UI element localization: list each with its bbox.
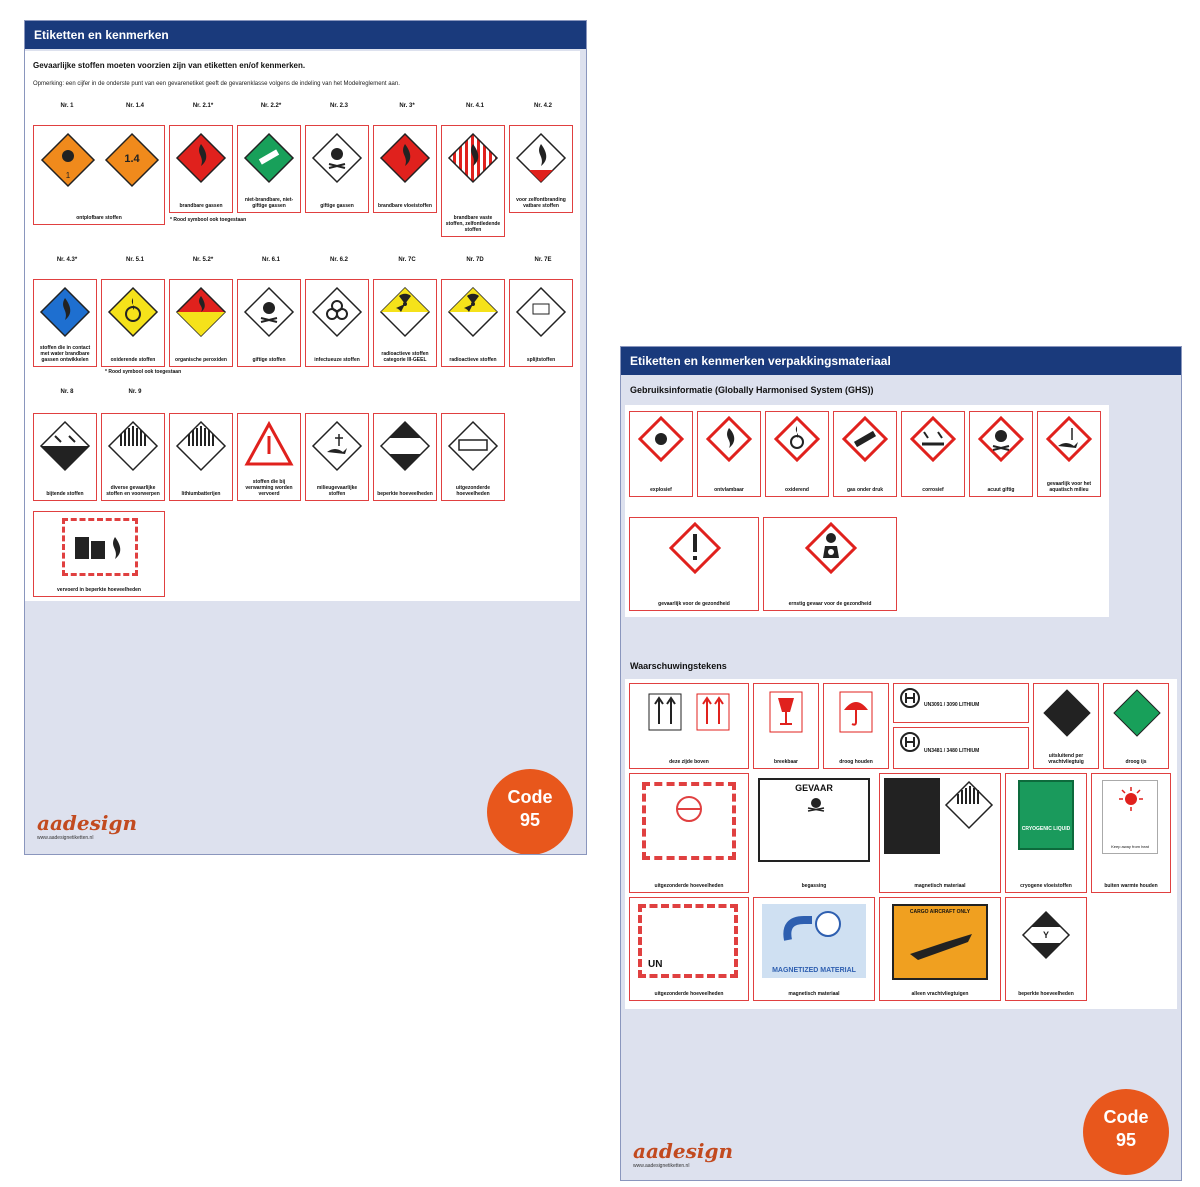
class9-diamond-icon — [944, 780, 994, 830]
cryogenic-liquid-label: CRYOGENIC LIQUID — [1018, 780, 1074, 850]
code-badge — [487, 769, 573, 855]
card-caption: brandbare vloeistoffen — [378, 203, 432, 209]
gevaar-text: GEVAAR — [795, 783, 833, 793]
card-caption: alleen vrachtvliegtuigen — [911, 991, 969, 997]
warning-card — [1033, 683, 1099, 769]
row1-label: Nr. 2.3 — [329, 103, 348, 109]
card-caption: lithiumbatterijen — [181, 491, 221, 497]
warning-card — [893, 683, 1029, 723]
warning-card — [823, 683, 889, 769]
elevated-temperature-triangle-icon — [243, 420, 295, 472]
svg-text:Y: Y — [1042, 930, 1050, 940]
logo-wordmark: aadesign — [633, 1139, 734, 1163]
right-page-title: Etiketten en kenmerken verpakkingsmateriaal — [621, 347, 1181, 375]
card-caption: corrosief — [922, 487, 944, 493]
keep-away-heat-label — [1102, 780, 1158, 854]
logo-url: www.aadesignetiketten.nl — [37, 835, 94, 841]
hazard-label-card — [441, 125, 505, 237]
code-badge — [1083, 1089, 1169, 1175]
ghs-explosive-icon — [638, 416, 684, 462]
row2-label: Nr. 5.1 — [125, 257, 144, 263]
hazard-label-card — [169, 279, 233, 367]
ghs-flame-icon — [706, 416, 752, 462]
card-caption: radioactieve stoffen categorie III-GEEL — [381, 351, 429, 363]
card-caption: magnetisch materiaal — [914, 883, 966, 889]
un-text: UN — [648, 959, 663, 970]
lithium-battery-diamond-icon — [175, 420, 227, 472]
hazard-label-card — [441, 279, 505, 367]
ghs-card — [969, 411, 1033, 497]
organic-peroxide-diamond-icon — [175, 286, 227, 338]
toxic-diamond-icon — [243, 286, 295, 338]
row3-label: Nr. 9 — [128, 389, 142, 395]
card-caption: UN3481 / 3480 LITHIUM — [924, 748, 980, 754]
card-caption: droog houden — [839, 759, 873, 765]
code-badge-line1: Code — [1103, 1107, 1149, 1127]
hazard-label-card — [169, 413, 233, 501]
card-caption: explosief — [650, 487, 672, 493]
card-caption: infectueuze stoffen — [314, 357, 360, 363]
misc-dangerous-diamond-icon — [107, 420, 159, 472]
cao-text: CARGO AIRCRAFT ONLY — [909, 909, 971, 915]
row1-label: Nr. 1 — [60, 103, 74, 109]
hazard-label-card — [373, 413, 437, 501]
card-caption: radioactieve stoffen — [449, 357, 497, 363]
warning-card — [753, 897, 875, 1001]
ghs-card — [833, 411, 897, 497]
card-caption: oxiderend — [785, 487, 809, 493]
row2-label: Nr. 6.2 — [329, 257, 348, 263]
hazard-label-card — [373, 279, 437, 367]
card-caption: niet-brandbare, niet-giftige gassen — [244, 197, 294, 209]
card-caption: beperkte hoeveelheden — [377, 491, 433, 497]
warning-card — [1005, 773, 1087, 893]
card-caption: droog ijs — [1125, 759, 1147, 765]
warning-card — [753, 773, 875, 893]
hazard-label-card — [305, 413, 369, 501]
hazard-label-card — [101, 279, 165, 367]
code-badge-line1: Code — [507, 787, 553, 807]
explosive-orange-diamond-icon — [40, 132, 96, 188]
hazard-label-card — [169, 125, 233, 213]
warning-panel — [625, 679, 1177, 1009]
flammable-liquid-diamond-icon — [379, 132, 431, 184]
card-caption: uitgezonderde hoeveelheden — [654, 883, 724, 889]
hazard-label-card — [237, 413, 301, 501]
hazard-label-card — [33, 413, 97, 501]
card-caption: gevaarlijk voor het aquatisch milieu — [1046, 481, 1092, 493]
ghs-card — [901, 411, 965, 497]
left-document-page — [24, 20, 587, 855]
magnetized-material-label — [762, 904, 866, 978]
aadesign-logo — [633, 1139, 733, 1169]
card-caption: stoffen die in contact met water brandbare gassen ontwikkelen — [39, 345, 91, 363]
card-caption: gevaarlijk voor de gezondheid — [658, 601, 730, 607]
logo-url: www.aadesignetiketten.nl — [633, 1163, 690, 1169]
excepted-circle-icon — [674, 794, 704, 824]
ghs-gas-cylinder-icon — [842, 416, 888, 462]
right-document-page — [620, 346, 1182, 1181]
hazard-label-card — [33, 511, 165, 597]
logo-wordmark: aadesign — [37, 811, 138, 835]
ghs-card — [765, 411, 829, 497]
card-caption: ernstig gevaar voor de gezondheid — [788, 601, 872, 607]
warning-card — [629, 773, 749, 893]
svg-text:1.4: 1.4 — [124, 153, 140, 165]
card-caption: oxiderende stoffen — [110, 357, 156, 363]
row1-footnote: * Rood symbool ook toegestaan — [170, 217, 247, 223]
code-badge-line2: 95 — [1115, 1130, 1137, 1150]
row1-label: Nr. 1.4 — [125, 103, 144, 109]
dry-ice-green-diamond-icon — [1112, 688, 1162, 738]
left-page-title: Etiketten en kenmerken — [25, 21, 586, 49]
keep-dry-umbrella-icon — [836, 690, 876, 734]
row1-label: Nr. 4.1 — [465, 103, 484, 109]
ghs-corrosion-icon — [910, 416, 956, 462]
sun-heat-icon — [1111, 785, 1151, 819]
hazard-label-card — [305, 279, 369, 367]
card-caption: begassing — [801, 883, 827, 889]
card-caption: splijtstoffen — [526, 357, 556, 363]
this-side-up-arrows-icon — [645, 690, 735, 734]
fragile-glass-icon — [766, 690, 806, 734]
warning-card — [1103, 683, 1169, 769]
ghs-environment-icon — [1046, 416, 1092, 462]
hazard-label-card — [101, 413, 165, 501]
card-caption: bijtende stoffen — [46, 491, 84, 497]
card-caption: uitgezonderde hoeveelheden — [455, 485, 491, 497]
card-caption: giftige stoffen — [252, 357, 286, 363]
row1-label: Nr. 2.2* — [260, 103, 282, 109]
hazard-label-card — [509, 279, 573, 367]
hazard-label-card — [33, 125, 165, 225]
card-caption: brandbare gassen — [179, 203, 223, 209]
card-caption: gas onder druk — [846, 487, 884, 493]
card-caption: diverse gevaarlijke stoffen en voorwerpen — [106, 485, 160, 497]
lithium-battery-handle-icon — [900, 732, 920, 752]
magnet-icon — [782, 910, 842, 946]
ghs-section-title: Gebruiksinformatie (Globally Harmonised System (GHS)) — [630, 385, 874, 395]
row1-label: Nr. 4.2 — [533, 103, 552, 109]
cryogenic-warning-photo — [884, 778, 940, 854]
cargo-aircraft-only-label — [892, 904, 988, 980]
hazard-label-card — [237, 279, 301, 367]
excepted-quantity-un-frame — [638, 904, 738, 978]
excepted-quantity-frame — [642, 782, 736, 860]
dangerous-when-wet-diamond-icon — [39, 286, 91, 338]
left-note: Opmerking: een cijfer in de onderste punt van een gevarenetiket geeft de gevarenklasse volgens de indeling van het Modelreglement aan. — [33, 81, 400, 87]
toxic-gas-diamond-icon — [311, 132, 363, 184]
card-caption: giftige gassen — [320, 203, 354, 209]
card-caption: magnetisch materiaal — [788, 991, 840, 997]
hazard-label-card — [237, 125, 301, 213]
card-caption: organische peroxiden — [175, 357, 227, 363]
card-caption: breekbaar — [774, 759, 798, 765]
ghs-card — [697, 411, 761, 497]
cargo-aircraft-black-diamond-icon — [1042, 688, 1092, 738]
magnetized-text: MAGNETIZED MATERIAL — [772, 967, 856, 974]
non-flammable-gas-diamond-icon — [243, 132, 295, 184]
spontaneous-combustion-diamond-icon — [515, 132, 567, 184]
radioactive-yellow-diamond-icon — [379, 286, 431, 338]
corrosive-diamond-icon — [39, 420, 91, 472]
aircraft-icon — [906, 924, 976, 964]
skull-icon — [804, 796, 828, 812]
biohazard-diamond-icon — [311, 286, 363, 338]
warning-card — [879, 897, 1001, 1001]
svg-text:1: 1 — [65, 171, 71, 180]
card-caption: stoffen die bij verwarming worden vervoerd — [245, 479, 293, 497]
explosive-1-4-diamond-icon — [104, 132, 160, 188]
card-caption: ontplofbare stoffen — [76, 215, 122, 221]
row2-label: Nr. 6.1 — [261, 257, 280, 263]
fumigation-label — [758, 778, 870, 862]
row2-label: Nr. 7D — [466, 257, 484, 263]
warning-card — [879, 773, 1001, 893]
row2-label: Nr. 7C — [398, 257, 416, 263]
hazard-label-card — [305, 125, 369, 213]
limited-quantity-diamond-icon — [379, 420, 431, 472]
ghs-skull-icon — [978, 416, 1024, 462]
row2-label: Nr. 4.3* — [56, 257, 78, 263]
ghs-health-hazard-icon — [805, 522, 857, 574]
fissile-diamond-icon — [515, 286, 567, 338]
excepted-quantity-diamond-icon — [447, 420, 499, 472]
hazard-label-card — [509, 125, 573, 213]
hazard-label-card — [33, 279, 97, 367]
row1-label: Nr. 3* — [399, 103, 415, 109]
card-caption: brandbare vaste stoffen, zelfontledende stoffen — [445, 215, 501, 233]
lithium-battery-handle-icon — [900, 688, 920, 708]
warning-card — [629, 683, 749, 769]
row2-footnote: * Rood symbool ook toegestaan — [105, 369, 182, 375]
ghs-oxidizer-icon — [774, 416, 820, 462]
card-caption: cryogene vloeistoffen — [1020, 883, 1072, 889]
card-caption: buiten warmte houden — [1104, 883, 1158, 889]
aadesign-logo — [37, 811, 137, 841]
row2-label: Nr. 7E — [534, 257, 552, 263]
card-caption: UN3091 / 3090 LITHIUM — [924, 702, 980, 708]
hazard-label-card — [373, 125, 437, 213]
hazard-label-card — [441, 413, 505, 501]
warning-card — [753, 683, 819, 769]
warning-card — [629, 897, 749, 1001]
warning-card — [1005, 897, 1087, 1001]
left-content-panel — [25, 51, 580, 601]
card-caption: beperkte hoeveelheden — [1018, 991, 1074, 997]
ghs-card — [763, 517, 897, 611]
radioactive-diamond-icon — [447, 286, 499, 338]
card-caption: ontvlambaar — [714, 487, 744, 493]
card-caption: uitsluitend per vrachtvliegtuig — [1048, 753, 1084, 765]
environmental-hazard-diamond-icon — [311, 420, 363, 472]
batteries-flame-icon — [71, 527, 131, 563]
ghs-card — [629, 517, 759, 611]
warning-card — [893, 727, 1029, 769]
keep-away-heat-text: Keep away from heat — [1111, 844, 1149, 849]
card-caption: milieugevaarlijke stoffen — [316, 485, 358, 497]
row3-label: Nr. 8 — [60, 389, 74, 395]
warning-card — [1091, 773, 1171, 893]
ghs-exclamation-icon — [669, 522, 721, 574]
code-badge-line2: 95 — [519, 810, 541, 830]
row2-label: Nr. 5.2* — [192, 257, 214, 263]
left-subtitle: Gevaarlijke stoffen moeten voorzien zijn van etiketten en/of kenmerken. — [33, 61, 306, 70]
card-caption: deze zijde boven — [669, 759, 709, 765]
card-caption: vervoerd in beperkte hoeveelheden — [57, 587, 141, 593]
card-caption: uitgezonderde hoeveelheden — [654, 991, 724, 997]
row1-label: Nr. 2.1* — [192, 103, 214, 109]
oxidizer-diamond-icon — [107, 286, 159, 338]
card-caption: voor zelfontbranding vatbare stoffen — [516, 197, 566, 209]
limited-quantity-y-diamond-icon — [1021, 910, 1071, 960]
flammable-gas-diamond-icon — [175, 132, 227, 184]
ghs-panel — [625, 405, 1109, 617]
ghs-card — [1037, 411, 1101, 497]
ghs-card — [629, 411, 693, 497]
card-caption: acuut giftig — [987, 487, 1015, 493]
warning-section-title: Waarschuwingstekens — [630, 661, 727, 671]
flammable-solid-diamond-icon — [447, 132, 499, 184]
limited-quantity-frame — [62, 518, 138, 576]
